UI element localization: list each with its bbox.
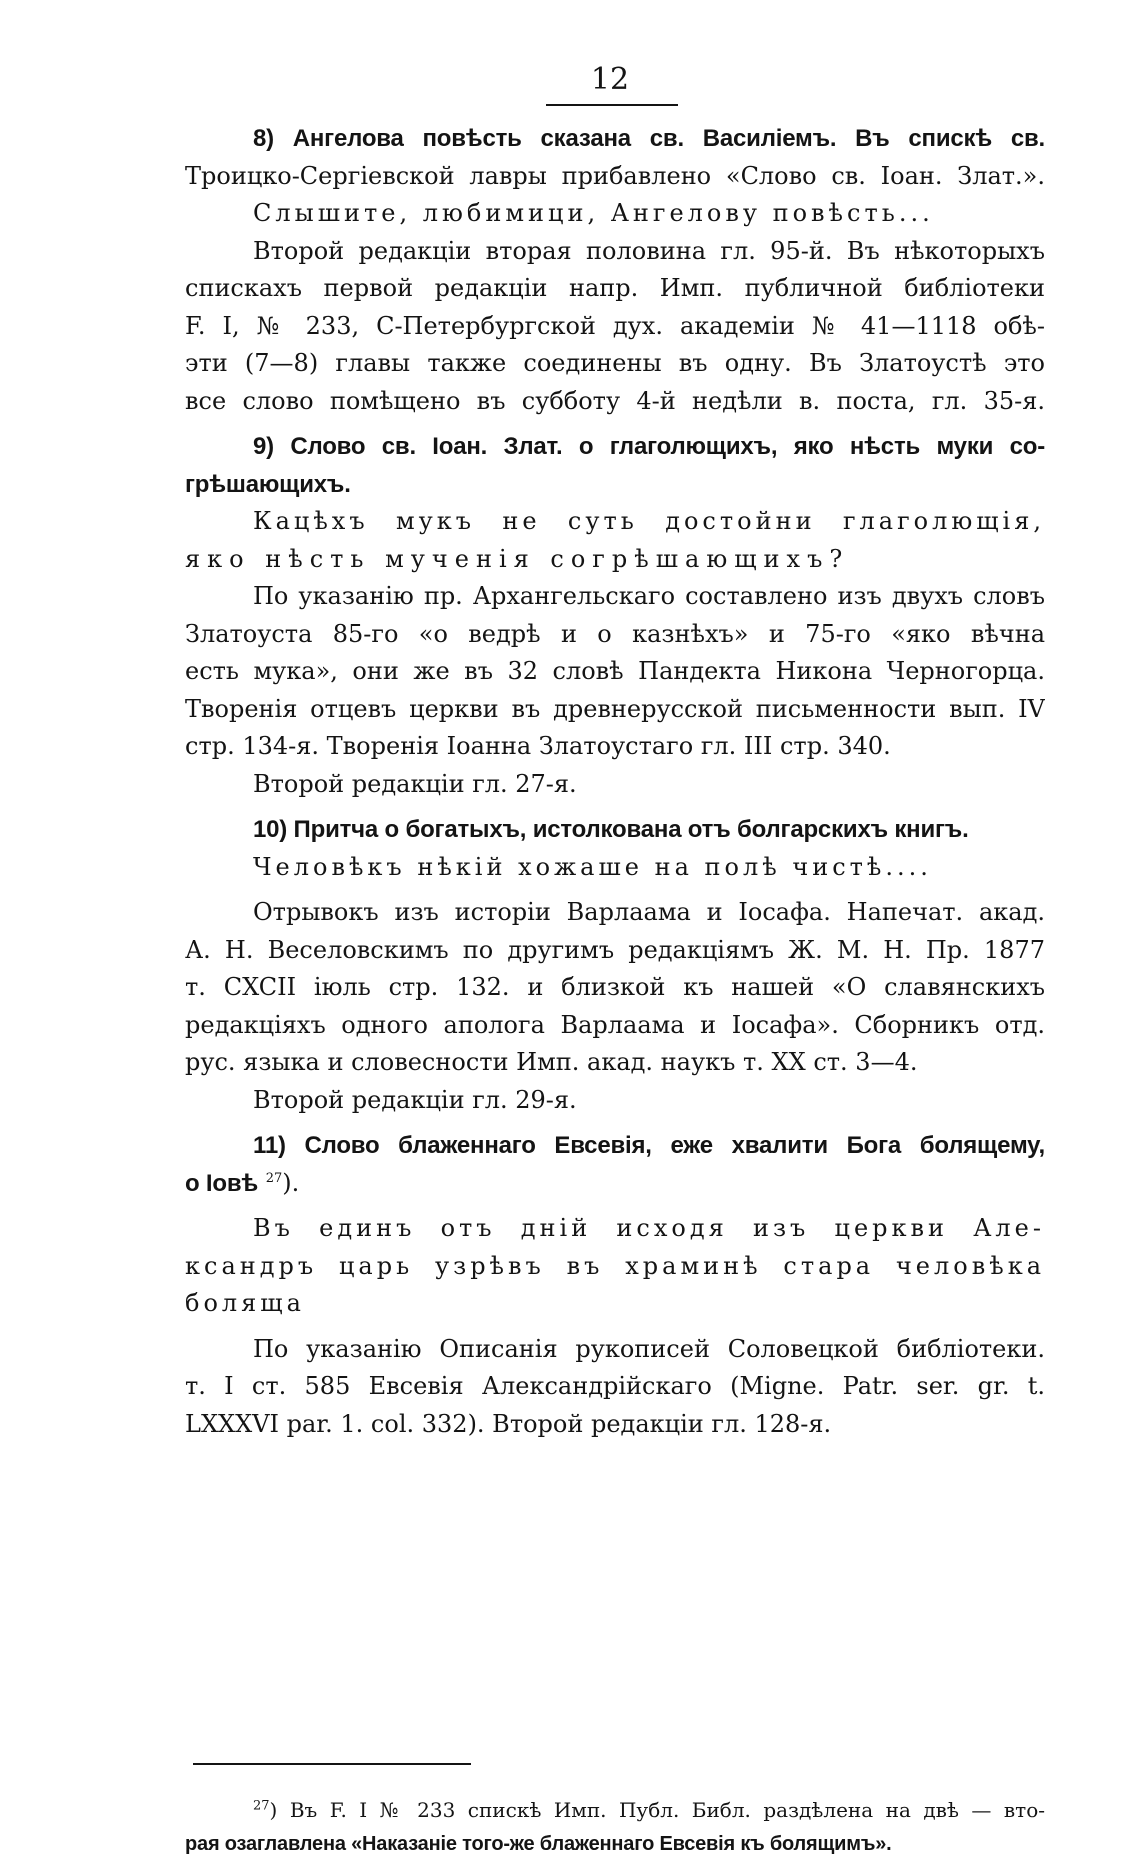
entry-10 (185, 811, 1045, 1119)
text-line: По указанію Описанія рукописей Соловецкой библіотеки. (253, 1334, 1045, 1363)
entry-number-title: 8) Ангелова повѣсть сказана св. Василіемъ. Въ спискѣ св. (253, 125, 1045, 152)
paragraph-gap (185, 1119, 1045, 1127)
paragraph-gap (185, 420, 1045, 428)
text-line: Златоуста 85-го «о ведрѣ и о казнѣхъ» и 75-го «яко вѣчна (185, 619, 1045, 648)
text-line: Второй редакціи гл. 29-я. (253, 1085, 577, 1114)
entry-heading-line: 9) Слово св. Іоан. Злат. о глаголющихъ, яко нѣсть муки со- (253, 433, 1045, 460)
entry-heading-line (185, 120, 1045, 158)
paragraph-gap (185, 803, 1045, 811)
entry-heading-text: о Іовѣ (185, 1169, 259, 1197)
text-line: LXXXVI par. 1. col. 332). Второй редакціи гл. 128-я. (185, 1409, 832, 1438)
footnote-text: Въ F. I № 233 спискѣ Имп. Публ. Библ. раздѣлена на двѣ — вто- (289, 1798, 1045, 1822)
text-line: т. CXCII іюль стр. 132. и близкой къ нашей «О славянскихъ (185, 973, 1045, 1001)
text-line: все слово помѣщено въ субботу 4-й недѣли в. поста, гл. 35-я. (185, 386, 1045, 415)
incipit-line: Въ единъ отъ дній исходя изъ церкви Але- (253, 1214, 1045, 1242)
text-line: рус. языка и словесности Имп. акад. наукъ т. XX ст. 3—4. (185, 1048, 918, 1076)
incipit-line: Кацѣхъ мукъ не суть достойни глаголющія, (253, 507, 1045, 535)
entry-heading-line: грѣшающихъ. (185, 470, 351, 498)
text-line: есть мука», они же въ 32 словѣ Пандекта Никона Черногорца. (185, 657, 1045, 685)
incipit-line: яко нѣсть мученія согрѣшающихъ? (185, 544, 850, 573)
entry-heading-line: 10) Притча о богатыхъ, истолкована отъ болгарскихъ книгъ. (253, 816, 969, 843)
text-line: Второй редакціи гл. 27-я. (253, 769, 577, 798)
entry-8 (185, 120, 1045, 420)
entry-11 (185, 1127, 1045, 1443)
text-line: редакціяхъ одного аполога Варлаама и Іосафа». Сборникъ отд. (185, 1010, 1045, 1039)
entry-heading-line: 11) Слово блаженнаго Евсевія, еже хвалити Бога болящему, (253, 1132, 1045, 1159)
text-line: А. Н. Веселовскимъ по другимъ редакціямъ Ж. М. Н. Пр. 1877 (185, 935, 1045, 964)
incipit-line: боляща (185, 1289, 305, 1317)
text-line: спискахъ первой редакціи напр. Имп. публичной библіотеки (185, 274, 1045, 302)
footnote-line (185, 1793, 1045, 1827)
text-line: По указанію пр. Архангельскаго составлено изъ двухъ словъ (253, 582, 1045, 610)
text-line: стр. 134-я. Творенія Іоанна Златоустаго гл. III стр. 340. (185, 732, 891, 760)
incipit-line: Слышите, любимици, Ангелову повѣсть... (253, 199, 934, 227)
text-line: Отрывокъ изъ исторіи Варлаама и Іосафа. Напечат. акад. (253, 898, 1045, 926)
footnote-reference-close: ). (282, 1168, 300, 1197)
page-number: 12 (590, 62, 630, 97)
incipit-line: Человѣкъ нѣкій хожаше на полѣ чистѣ.... (253, 852, 932, 881)
page-number-rule (546, 104, 678, 106)
footnote-separator (193, 1763, 471, 1765)
text-line: F. I, № 233, С-Петербургской дух. академіи № 41—1118 обѣ- (185, 311, 1045, 340)
entry-heading-line (185, 1165, 1045, 1203)
text-line: Второй редакціи вторая половина гл. 95-й. Въ нѣкоторыхъ (253, 236, 1045, 265)
paragraph-gap (185, 1202, 1045, 1210)
paragraph-gap (185, 1323, 1045, 1331)
text-line: эти (7—8) главы также соединены въ одну. Въ Златоустѣ это (185, 349, 1045, 377)
text-line: т. I ст. 585 Евсевія Александрійскаго (Migne. Patr. ser. gr. t. (185, 1372, 1045, 1400)
footnote-marker-close: ) (269, 1798, 278, 1822)
footnotes (185, 1793, 1045, 1861)
footnote-marker: 27 (253, 1798, 270, 1814)
paragraph-gap (185, 886, 1045, 894)
entry-heading-line: Троицко-Сергіевской лавры прибавлено «Слово св. Іоан. Злат.». (185, 161, 1045, 190)
page-body (185, 120, 1045, 1443)
text-line: Творенія отцевъ церкви въ древнерусской письменности вып. IV (185, 694, 1045, 723)
incipit-line: ксандръ царь узрѣвъ въ храминѣ стара человѣка (185, 1251, 1045, 1280)
footnote-reference: 27 (265, 1170, 283, 1186)
footnote-line: рая озаглавлена «Наказаніе того-же блаженнаго Евсевія къ болящимъ». (185, 1833, 892, 1855)
entry-9 (185, 428, 1045, 803)
